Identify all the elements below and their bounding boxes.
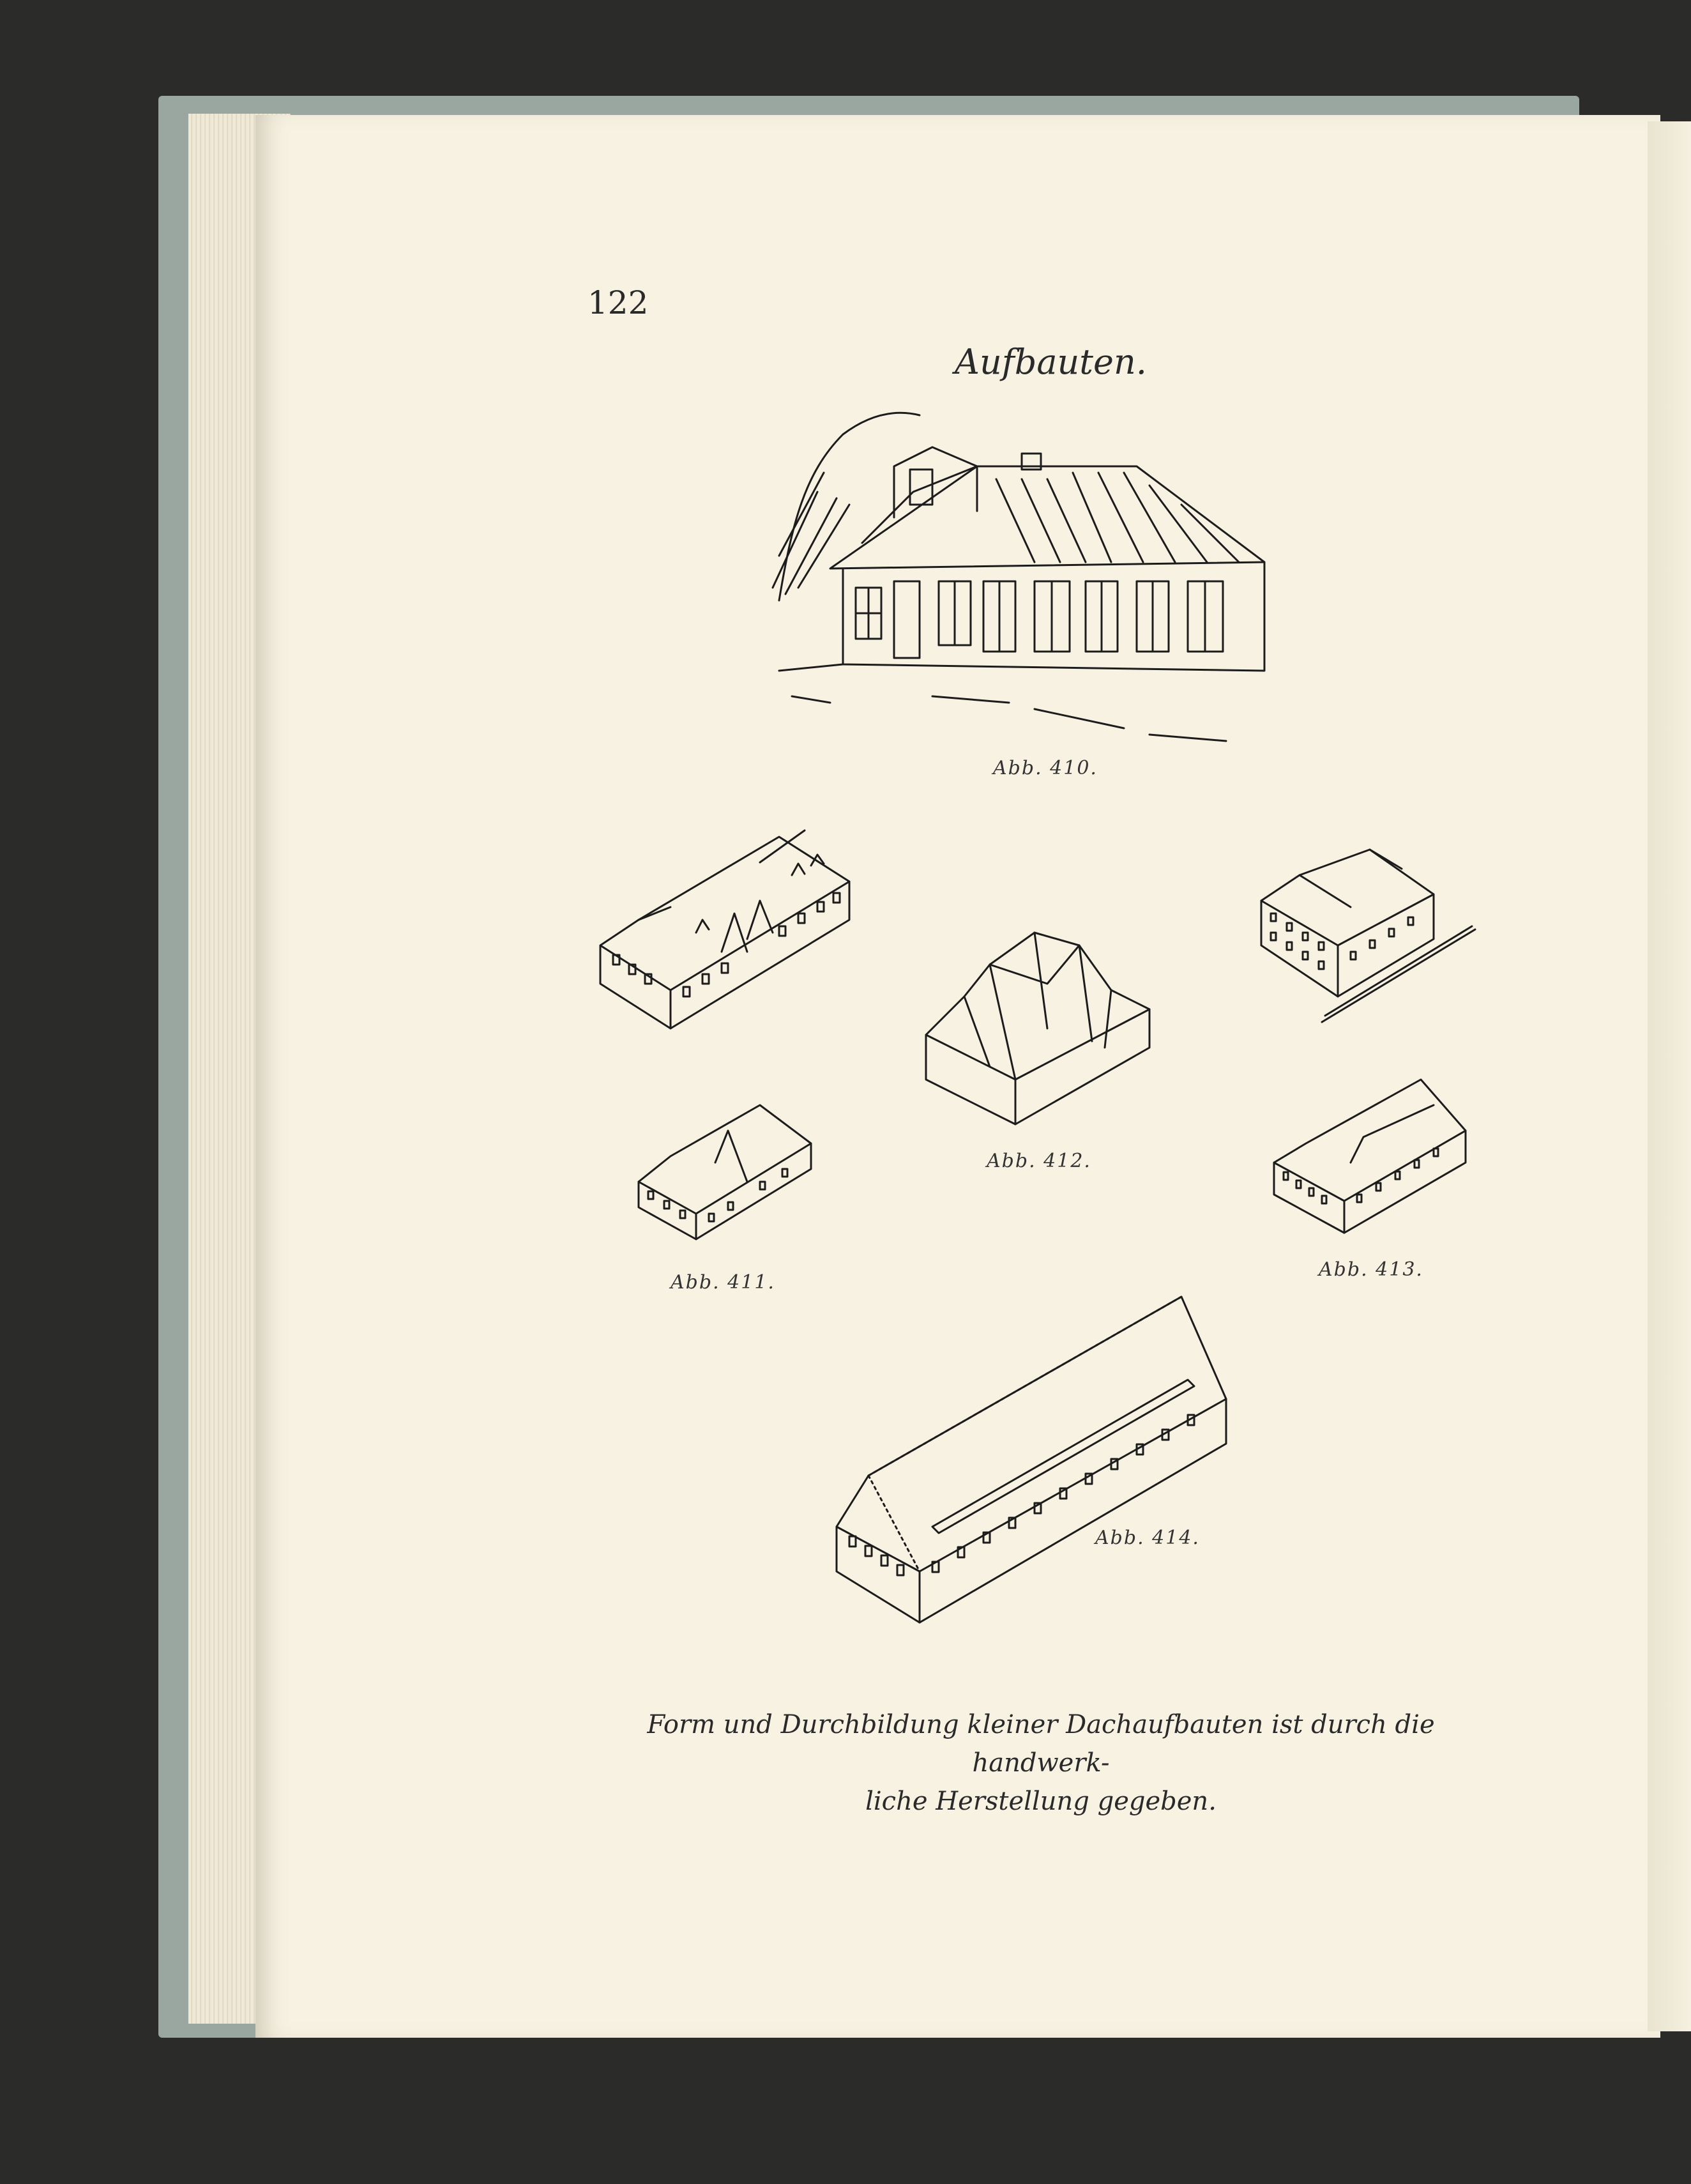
- figure-413-label: Abb. 413.: [1319, 1258, 1423, 1281]
- figure-411-small-building: [632, 1086, 824, 1246]
- page-number: 122: [588, 284, 649, 321]
- caption: [575, 1706, 1507, 1821]
- figure-411-long-building: [594, 818, 862, 1035]
- figure-412-label: Abb. 412.: [987, 1150, 1091, 1172]
- figure-414-label: Abb. 414.: [1095, 1527, 1200, 1549]
- section-title: Aufbauten.: [955, 342, 1147, 382]
- figure-413-long-dormer-building: [1268, 1067, 1472, 1246]
- figure-411-label: Abb. 411.: [671, 1271, 775, 1294]
- figure-410-label: Abb. 410.: [993, 757, 1098, 779]
- caption-line-1: Form und Durchbildung kleiner Dachaufbauten ist durch die handwerk-: [647, 1710, 1435, 1778]
- caption-line-2: liche Herstellung gegeben.: [865, 1787, 1217, 1816]
- figure-410-house-sketch: [766, 396, 1277, 741]
- figure-414-long-building: [830, 1284, 1239, 1629]
- figure-413-courtyard-building: [1255, 824, 1485, 1028]
- figure-412-roof-massing: [920, 920, 1156, 1131]
- facing-page-edge: [1648, 121, 1691, 2031]
